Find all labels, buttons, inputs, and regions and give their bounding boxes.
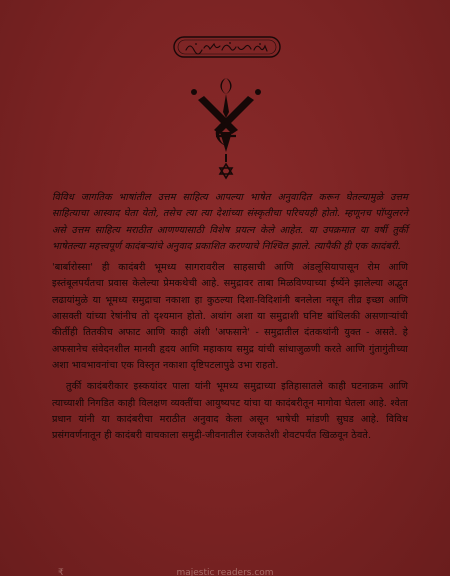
blurb-paragraph-1: विविध जागतिक भाषांतील उत्तम साहित्य आपल्या भाषेत अनुवादित करून घेतल्यामुळे उत्तम साहित्याचा आस्वाद घेता येतो, तसेच त्या त्या देशांच्या संस्कृतीचा परिचयही होतो. म्हणूनच पॉप्युलरने असे उत्तम साहित्य मराठीत आणण्यासाठी विशेष प्रयत्न केले आहेत. या उपक्रमात या वर्षी तुर्की भाषेतल्या महत्त्वपूर्ण कादंबऱ्यांचे अनुवाद प्रकाशित करण्याचे निश्चित झाले. त्यापैकी ही एक कादंबरी. — [52, 192, 408, 252]
watermark-text: majestic readers.com — [176, 568, 274, 576]
crossed-swords-emblem-icon — [176, 72, 276, 184]
arabic-calligraphy-cartouche-icon — [172, 34, 282, 60]
blurb-paragraph-3: तुर्की कादंबरीकार इस्कयांदर पाला यांनी भूमध्य समुद्राच्या इतिहासातले काही घटनाक्रम आणि त्याच्याशी निगडित काही विलक्षण व्यक्तींचा आयुष्यपट यांचा या कादंबरीतून मागोवा घेतला आहे. श्वेता प्रधान यांनी या कादंबरीचा मराठीत अनुवाद केला असून भाषेची मांडणी सुघड आहे. विविध प्रसंगवर्णनातून ही कादंबरी वाचकाला समुद्री-जीवनातील रंजकतेशी शेवटपर्यंत खिळवून ठेवते. — [52, 381, 408, 442]
blurb-paragraph-2: 'बार्बारोस्सा' ही कादंबरी भूमध्य सागरावरील साहसाची आणि अंडलूसियापासून रोम आणि इस्तंबूलपर्यंतचा प्रवास केलेल्या प्रेमकथेची आहे. समुद्रावर ताबा मिळविण्याच्या ईर्ष्येने झालेल्या अद्भुत लढायांमुळे या भूमध्य समुद्राचा नकाशा हा कुठल्या दिशा-विदिशांनी बनलेला नसून तीव्र इच्छा आणि आसक्ती यांच्या रेषांनीच तो दृश्यमान होतो. अथांग अशा या समुद्राशी घनिष्ट बांधिलकी असणाऱ्यांची कीर्तीही तितकीच अफाट आणि काही अंशी 'अफसाने' - समुद्रातील दंतकथांनी युक्त - असते. हे अफसानेच संवेदनशील मानवी हृदय आणि महाकाय समुद्र यांची सांधाजुळणी करते आणि गुंतागुंतीच्या अशा भावभावनांचा एक विस्तृत नकाशा दृष्टिपटलापुढे उभा राहतो. — [52, 262, 408, 371]
footer — [0, 568, 450, 576]
blurb-text — [52, 190, 408, 449]
price-mark: ₹ — [58, 568, 64, 576]
